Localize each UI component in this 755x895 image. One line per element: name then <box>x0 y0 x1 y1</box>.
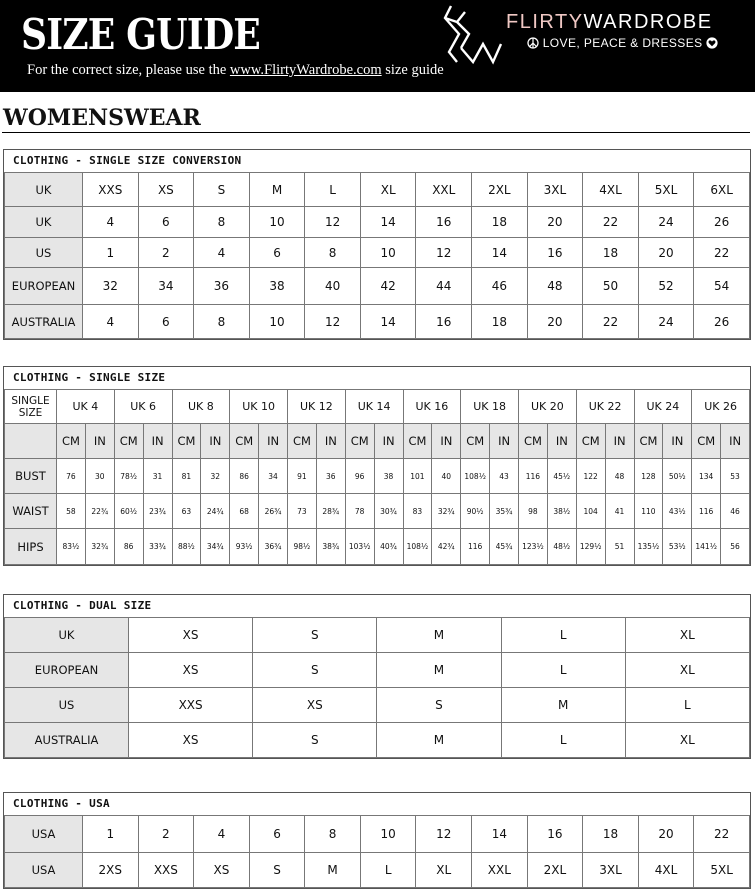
unit-in: IN <box>663 424 692 459</box>
table-cell: XL <box>360 173 416 207</box>
table-cell: 88½ <box>172 529 201 565</box>
table-cell: 16 <box>527 816 583 853</box>
table-cell: 45½ <box>547 459 576 494</box>
table-cell: 32 <box>201 459 230 494</box>
row-label: BUST <box>5 459 57 494</box>
table-cell: 116 <box>461 529 490 565</box>
table-cell: 48 <box>605 459 634 494</box>
table-cell: XL <box>625 723 749 758</box>
table-cell: 10 <box>360 816 416 853</box>
table-cell: XS <box>129 618 253 653</box>
table-row <box>5 305 750 339</box>
size-header: UK 6 <box>114 390 172 424</box>
table-row <box>5 529 750 565</box>
table-cell: 3XL <box>583 853 639 888</box>
table-cell: 22 <box>583 305 639 339</box>
blank-cell <box>5 424 57 459</box>
row-label: AUSTRALIA <box>5 723 129 758</box>
table-cell: 24¾ <box>201 494 230 529</box>
table-cell: 6 <box>249 238 305 268</box>
table-cell: 20 <box>527 305 583 339</box>
unit-in: IN <box>547 424 576 459</box>
table-cell: 41 <box>605 494 634 529</box>
table-cell: 101 <box>403 459 432 494</box>
size-header: UK 20 <box>519 390 577 424</box>
table-cell: XS <box>129 653 253 688</box>
table-cell: 128 <box>634 459 663 494</box>
size-header: UK 18 <box>461 390 519 424</box>
table-cell: 8 <box>194 207 250 238</box>
corner-label: SINGLE SIZE <box>5 390 57 424</box>
table-cell: XXL <box>416 173 472 207</box>
table-caption: CLOTHING - DUAL SIZE <box>13 599 152 612</box>
unit-cm: CM <box>576 424 605 459</box>
table-cell: L <box>305 173 361 207</box>
table-cell: 48½ <box>547 529 576 565</box>
table-cell: M <box>501 688 625 723</box>
table-cell: 34 <box>259 459 288 494</box>
table-cell: S <box>253 618 377 653</box>
table-cell: 56 <box>721 529 750 565</box>
table-cell: 18 <box>583 816 639 853</box>
table-cell: 8 <box>194 305 250 339</box>
table-cell: 38 <box>249 268 305 305</box>
unit-in: IN <box>721 424 750 459</box>
table-cell: 108½ <box>403 529 432 565</box>
table-cell: 43½ <box>663 494 692 529</box>
row-label: HIPS <box>5 529 57 565</box>
table-cell: M <box>377 618 501 653</box>
page-title: SIZE GUIDE <box>21 10 260 59</box>
table-cell: 16 <box>416 305 472 339</box>
table-cell: 24 <box>638 207 694 238</box>
table-cell: XS <box>138 173 194 207</box>
unit-cm: CM <box>461 424 490 459</box>
row-label: EUROPEAN <box>5 653 129 688</box>
table-cell: 46 <box>721 494 750 529</box>
row-label: USA <box>5 816 83 853</box>
table-row <box>5 268 750 305</box>
unit-cm: CM <box>692 424 721 459</box>
table-row <box>5 653 750 688</box>
table-cell: 16 <box>416 207 472 238</box>
row-label: EUROPEAN <box>5 268 83 305</box>
table-cell: 83 <box>403 494 432 529</box>
table-cell: 104 <box>576 494 605 529</box>
table-cell: 96 <box>345 459 374 494</box>
table-caption: CLOTHING - USA <box>13 797 110 810</box>
table-cell: 32¾ <box>85 529 114 565</box>
table-cell: 22 <box>694 238 750 268</box>
table-cell: 73 <box>288 494 317 529</box>
table-cell: S <box>194 173 250 207</box>
table-cell: 33¾ <box>143 529 172 565</box>
table-cell: 32 <box>83 268 139 305</box>
unit-cm: CM <box>519 424 548 459</box>
table-cell: XS <box>129 723 253 758</box>
size-header: UK 8 <box>172 390 230 424</box>
table-cell: 20 <box>527 207 583 238</box>
table-cell: 8 <box>305 816 361 853</box>
table-cell: M <box>249 173 305 207</box>
table-cell: 50½ <box>663 459 692 494</box>
table-cell: 40¾ <box>374 529 403 565</box>
table-cell: L <box>501 723 625 758</box>
table-cell: L <box>501 653 625 688</box>
table-cell: 6 <box>249 816 305 853</box>
table-cell: 38 <box>374 459 403 494</box>
table-cell: 46 <box>472 268 528 305</box>
table-cell: 123½ <box>519 529 548 565</box>
table-row <box>5 816 750 853</box>
table-cell: 34 <box>138 268 194 305</box>
size-header: UK 10 <box>230 390 288 424</box>
table-cell: 18 <box>472 207 528 238</box>
row-label: AUSTRALIA <box>5 305 83 339</box>
table-cell: 20 <box>638 238 694 268</box>
table-cell: 12 <box>416 816 472 853</box>
table-cell: 26 <box>694 305 750 339</box>
size-header: UK 12 <box>288 390 346 424</box>
table-cell: XL <box>625 653 749 688</box>
table-cell: 2 <box>138 238 194 268</box>
table-cell: 51 <box>605 529 634 565</box>
table-cell: L <box>501 618 625 653</box>
table-cell: 6 <box>138 207 194 238</box>
table-cell: L <box>360 853 416 888</box>
table-cell: 53 <box>721 459 750 494</box>
table-cell: XXS <box>83 173 139 207</box>
size-header: UK 26 <box>692 390 750 424</box>
table-cell: 14 <box>360 207 416 238</box>
table-cell: 36 <box>316 459 345 494</box>
unit-in: IN <box>259 424 288 459</box>
table-cell: 93½ <box>230 529 259 565</box>
unit-in: IN <box>605 424 634 459</box>
table-cell: 10 <box>249 305 305 339</box>
table-cell: 26 <box>694 207 750 238</box>
table-cell: 30 <box>85 459 114 494</box>
table-cell: 45¾ <box>490 529 519 565</box>
table-cell: S <box>377 688 501 723</box>
size-header: UK 4 <box>57 390 115 424</box>
table-cell: 78 <box>345 494 374 529</box>
row-label: USA <box>5 853 83 888</box>
table-cell: 2 <box>138 816 194 853</box>
table-cell: 38¾ <box>316 529 345 565</box>
unit-cm: CM <box>403 424 432 459</box>
table-cell: 36¾ <box>259 529 288 565</box>
table-cell: M <box>377 653 501 688</box>
table-cell: 18 <box>472 305 528 339</box>
table-cell: 22 <box>694 816 750 853</box>
table-cell: 1 <box>83 238 139 268</box>
website-link[interactable]: www.FlirtyWardrobe.com <box>229 62 382 78</box>
table-cell: 4 <box>194 816 250 853</box>
row-label: UK <box>5 618 129 653</box>
dual-size-table <box>3 594 751 759</box>
table-cell: 6 <box>138 305 194 339</box>
table-cell: 134 <box>692 459 721 494</box>
unit-in: IN <box>432 424 461 459</box>
table-cell: 2XL <box>527 853 583 888</box>
table-caption: CLOTHING - SINGLE SIZE <box>13 371 166 384</box>
table-cell: 76 <box>57 459 86 494</box>
table-cell: XS <box>194 853 250 888</box>
size-header: UK 16 <box>403 390 461 424</box>
table-cell: 110 <box>634 494 663 529</box>
table-cell: 141½ <box>692 529 721 565</box>
subtitle-suffix: size guide <box>385 62 444 78</box>
subtitle-prefix: For the correct size, please use the <box>27 62 227 78</box>
table-cell: 53½ <box>663 529 692 565</box>
table-cell: M <box>305 853 361 888</box>
row-label: US <box>5 238 83 268</box>
table-cell: 4 <box>83 305 139 339</box>
table-cell: S <box>253 653 377 688</box>
size-header: UK 22 <box>576 390 634 424</box>
table-cell: 23¾ <box>143 494 172 529</box>
unit-cm: CM <box>634 424 663 459</box>
table-cell: 98½ <box>288 529 317 565</box>
table-cell: 26¾ <box>259 494 288 529</box>
table-cell: 129½ <box>576 529 605 565</box>
table-cell: 78½ <box>114 459 143 494</box>
row-label: UK <box>5 207 83 238</box>
table-row <box>5 238 750 268</box>
unit-cm: CM <box>57 424 86 459</box>
table-cell: S <box>253 723 377 758</box>
size-header-row <box>5 390 750 424</box>
table-cell: 40 <box>305 268 361 305</box>
table-cell: 5XL <box>638 173 694 207</box>
table-cell: 58 <box>57 494 86 529</box>
table-cell: S <box>249 853 305 888</box>
table-cell: 1 <box>83 816 139 853</box>
brand-name-part2: WARDROBE <box>583 11 713 33</box>
unit-cm: CM <box>345 424 374 459</box>
table-cell: 10 <box>249 207 305 238</box>
table-cell: 28¾ <box>316 494 345 529</box>
table-cell: XXL <box>472 853 528 888</box>
table-cell: 24 <box>638 305 694 339</box>
table-cell: 8 <box>305 238 361 268</box>
table-cell: XL <box>416 853 472 888</box>
table-cell: 52 <box>638 268 694 305</box>
peace-sign-icon <box>527 37 539 49</box>
table-cell: 86 <box>230 459 259 494</box>
table-cell: 6XL <box>694 173 750 207</box>
table-cell: 4XL <box>638 853 694 888</box>
table-cell: 116 <box>692 494 721 529</box>
table-row <box>5 494 750 529</box>
table-cell: XL <box>625 618 749 653</box>
flirty-wardrobe-logo-icon <box>443 4 503 66</box>
unit-cm: CM <box>172 424 201 459</box>
table-cell: 98 <box>519 494 548 529</box>
row-label: WAIST <box>5 494 57 529</box>
table-cell: 91 <box>288 459 317 494</box>
table-cell: 44 <box>416 268 472 305</box>
table-cell: 10 <box>360 238 416 268</box>
header-subtitle <box>27 62 444 79</box>
unit-header-row <box>5 424 750 459</box>
table-cell: 90½ <box>461 494 490 529</box>
brand-name <box>506 10 713 34</box>
table-cell: 14 <box>472 816 528 853</box>
table-cell: 63 <box>172 494 201 529</box>
row-label: US <box>5 688 129 723</box>
table-cell: 22 <box>583 207 639 238</box>
table-cell: L <box>625 688 749 723</box>
table-cell: 22¾ <box>85 494 114 529</box>
table-cell: 43 <box>490 459 519 494</box>
table-cell: 3XL <box>527 173 583 207</box>
table-row <box>5 618 750 653</box>
table-cell: XXS <box>129 688 253 723</box>
table-cell: 122 <box>576 459 605 494</box>
table-cell: 2XL <box>472 173 528 207</box>
table-row <box>5 207 750 238</box>
table-cell: 40 <box>432 459 461 494</box>
single-size-conversion-table <box>3 149 751 340</box>
table-cell: 116 <box>519 459 548 494</box>
unit-in: IN <box>374 424 403 459</box>
table-cell: 2XS <box>83 853 139 888</box>
section-title: WOMENSWEAR <box>3 105 201 131</box>
row-label: UK <box>5 173 83 207</box>
table-cell: 31 <box>143 459 172 494</box>
unit-cm: CM <box>114 424 143 459</box>
header-banner <box>0 0 755 92</box>
table-cell: 20 <box>638 816 694 853</box>
heart-icon <box>706 37 718 49</box>
table-cell: 81 <box>172 459 201 494</box>
table-cell: 50 <box>583 268 639 305</box>
table-row <box>5 853 750 888</box>
unit-in: IN <box>490 424 519 459</box>
single-size-measurements-table <box>3 366 751 566</box>
table-cell: 68 <box>230 494 259 529</box>
table-cell: 42¾ <box>432 529 461 565</box>
unit-in: IN <box>316 424 345 459</box>
table-row <box>5 459 750 494</box>
table-cell: 54 <box>694 268 750 305</box>
table-caption: CLOTHING - SINGLE SIZE CONVERSION <box>13 154 242 167</box>
table-cell: 18 <box>583 238 639 268</box>
usa-size-table <box>3 792 751 889</box>
table-cell: 5XL <box>694 853 750 888</box>
table-cell: 83½ <box>57 529 86 565</box>
unit-in: IN <box>143 424 172 459</box>
table-cell: 16 <box>527 238 583 268</box>
unit-cm: CM <box>230 424 259 459</box>
table-cell: 12 <box>305 207 361 238</box>
table-cell: 35¾ <box>490 494 519 529</box>
unit-cm: CM <box>288 424 317 459</box>
table-cell: 14 <box>360 305 416 339</box>
unit-in: IN <box>85 424 114 459</box>
table-cell: 86 <box>114 529 143 565</box>
table-row <box>5 723 750 758</box>
brand-name-part1: FLIRTY <box>506 11 584 33</box>
table-cell: 30¾ <box>374 494 403 529</box>
size-header: UK 24 <box>634 390 692 424</box>
table-cell: 4XL <box>583 173 639 207</box>
unit-in: IN <box>201 424 230 459</box>
brand-tagline <box>527 36 718 50</box>
section-divider <box>2 132 750 133</box>
table-cell: XXS <box>138 853 194 888</box>
table-cell: 103½ <box>345 529 374 565</box>
table-cell: 34¾ <box>201 529 230 565</box>
table-cell: 42 <box>360 268 416 305</box>
table-cell: 12 <box>416 238 472 268</box>
table-cell: M <box>377 723 501 758</box>
table-cell: XS <box>253 688 377 723</box>
table-cell: 60½ <box>114 494 143 529</box>
table-row <box>5 688 750 723</box>
table-cell: 4 <box>194 238 250 268</box>
table-cell: 135½ <box>634 529 663 565</box>
table-cell: 12 <box>305 305 361 339</box>
table-cell: 38½ <box>547 494 576 529</box>
table-row <box>5 173 750 207</box>
table-cell: 4 <box>83 207 139 238</box>
size-header: UK 14 <box>345 390 403 424</box>
table-cell: 48 <box>527 268 583 305</box>
table-cell: 36 <box>194 268 250 305</box>
tagline-text: LOVE, PEACE & DRESSES <box>542 36 703 50</box>
table-cell: 108½ <box>461 459 490 494</box>
table-cell: 32¾ <box>432 494 461 529</box>
table-cell: 14 <box>472 238 528 268</box>
